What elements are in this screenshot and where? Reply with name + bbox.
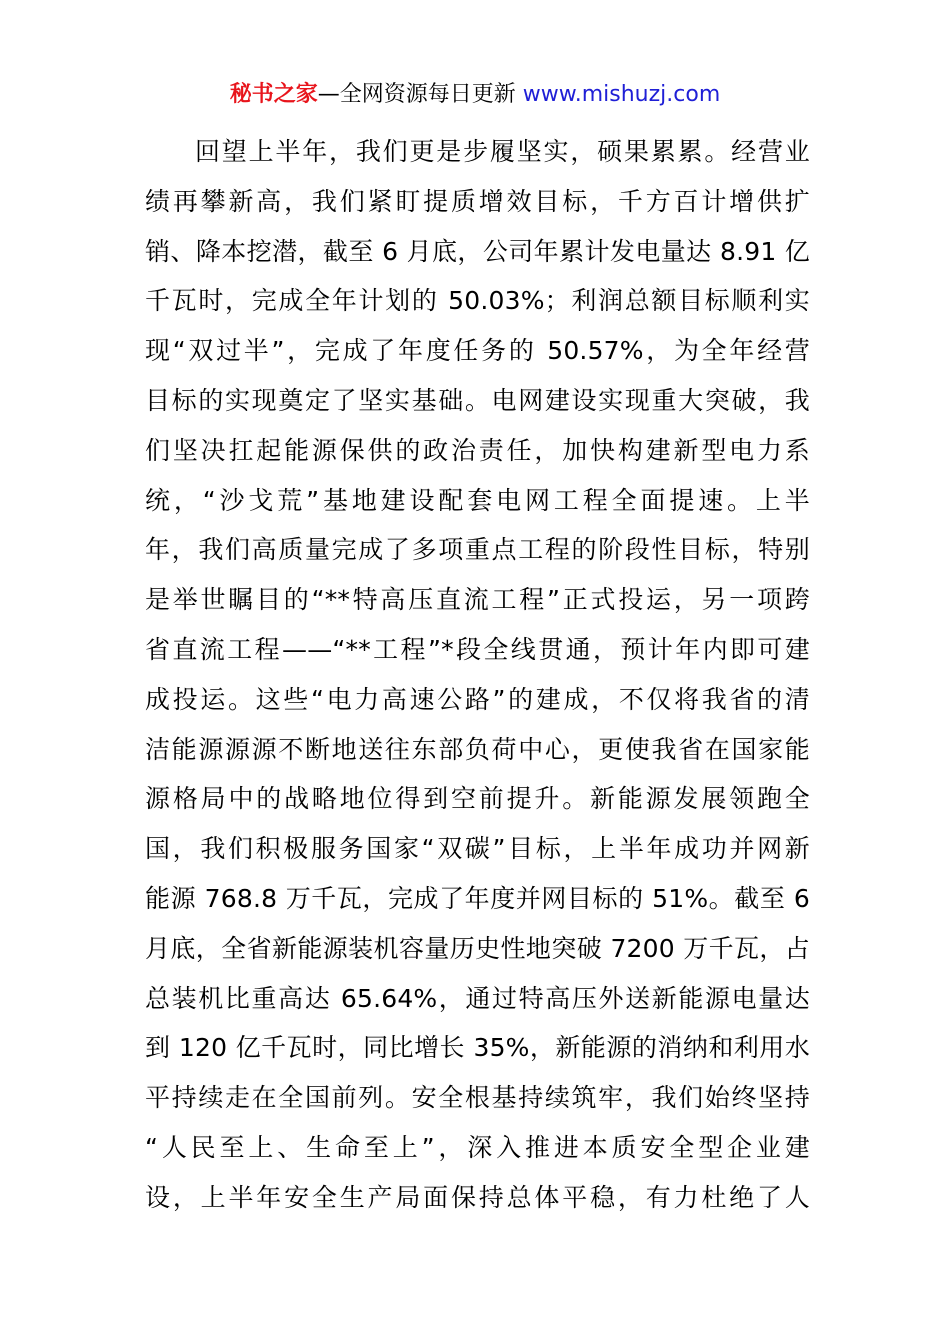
paragraph-line: 目标的实现奠定了坚实基础。电网建设实现重大突破，我 [145, 385, 810, 415]
paragraph-line: 千瓦时，完成全年计划的 50.03%；利润总额目标顺利实 [145, 286, 810, 316]
paragraph-line: 国，我们积极服务国家“双碳”目标，上半年成功并网新 [145, 834, 810, 864]
document-body [145, 127, 810, 1223]
paragraph-line: 年，我们高质量完成了多项重点工程的阶段性目标，特别 [145, 535, 810, 565]
paragraph-line: 洁能源源源不断地送往东部负荷中心，更使我省在国家能 [145, 734, 810, 764]
site-tagline: —全网资源每日更新 [317, 82, 516, 107]
paragraph-line: 统，“沙戈荒”基地建设配套电网工程全面提速。上半 [145, 485, 810, 515]
paragraph-line: 省直流工程——“**工程”*段全线贯通，预计年内即可建 [145, 634, 810, 664]
paragraph-line: 是举世瞩目的“**特高压直流工程”正式投运，另一项跨 [145, 585, 810, 615]
paragraph-line: “人民至上、生命至上”，深入推进本质安全型企业建 [145, 1132, 810, 1162]
paragraph-line: 绩再攀新高，我们紧盯提质增效目标，千方百计增供扩 [145, 186, 810, 216]
paragraph-line: 成投运。这些“电力高速公路”的建成，不仅将我省的清 [145, 684, 810, 714]
paragraph-line: 源格局中的战略地位得到空前提升。新能源发展领跑全 [145, 784, 810, 814]
paragraph-line: 回望上半年，我们更是步履坚实，硕果累累。经营业 [195, 137, 810, 166]
site-brand: 秘书之家 [229, 82, 318, 107]
paragraph-line: 能源 768.8 万千瓦，完成了年度并网目标的 51%。截至 6 [145, 883, 810, 913]
paragraph-line: 设，上半年安全生产局面保持总体平稳，有力杜绝了人 [145, 1182, 810, 1212]
paragraph-line: 到 120 亿千瓦时，同比增长 35%，新能源的消纳和利用水 [145, 1033, 810, 1063]
paragraph-line: 月底，全省新能源装机容量历史性地突破 7200 万千瓦，占 [145, 933, 810, 963]
paragraph-line: 们坚决扛起能源保供的政治责任，加快构建新型电力系 [145, 435, 810, 465]
site-url-link[interactable]: www.mishuzj.com [522, 82, 721, 107]
paragraph-line: 平持续走在全国前列。安全根基持续筑牢，我们始终坚持 [145, 1083, 810, 1113]
page-header [0, 80, 950, 110]
paragraph-line: 现“双过半”，完成了年度任务的 50.57%，为全年经营 [145, 336, 810, 366]
paragraph-line: 总装机比重高达 65.64%，通过特高压外送新能源电量达 [145, 983, 810, 1013]
paragraph-line: 销、降本挖潜，截至 6 月底，公司年累计发电量达 8.91 亿 [145, 236, 810, 266]
